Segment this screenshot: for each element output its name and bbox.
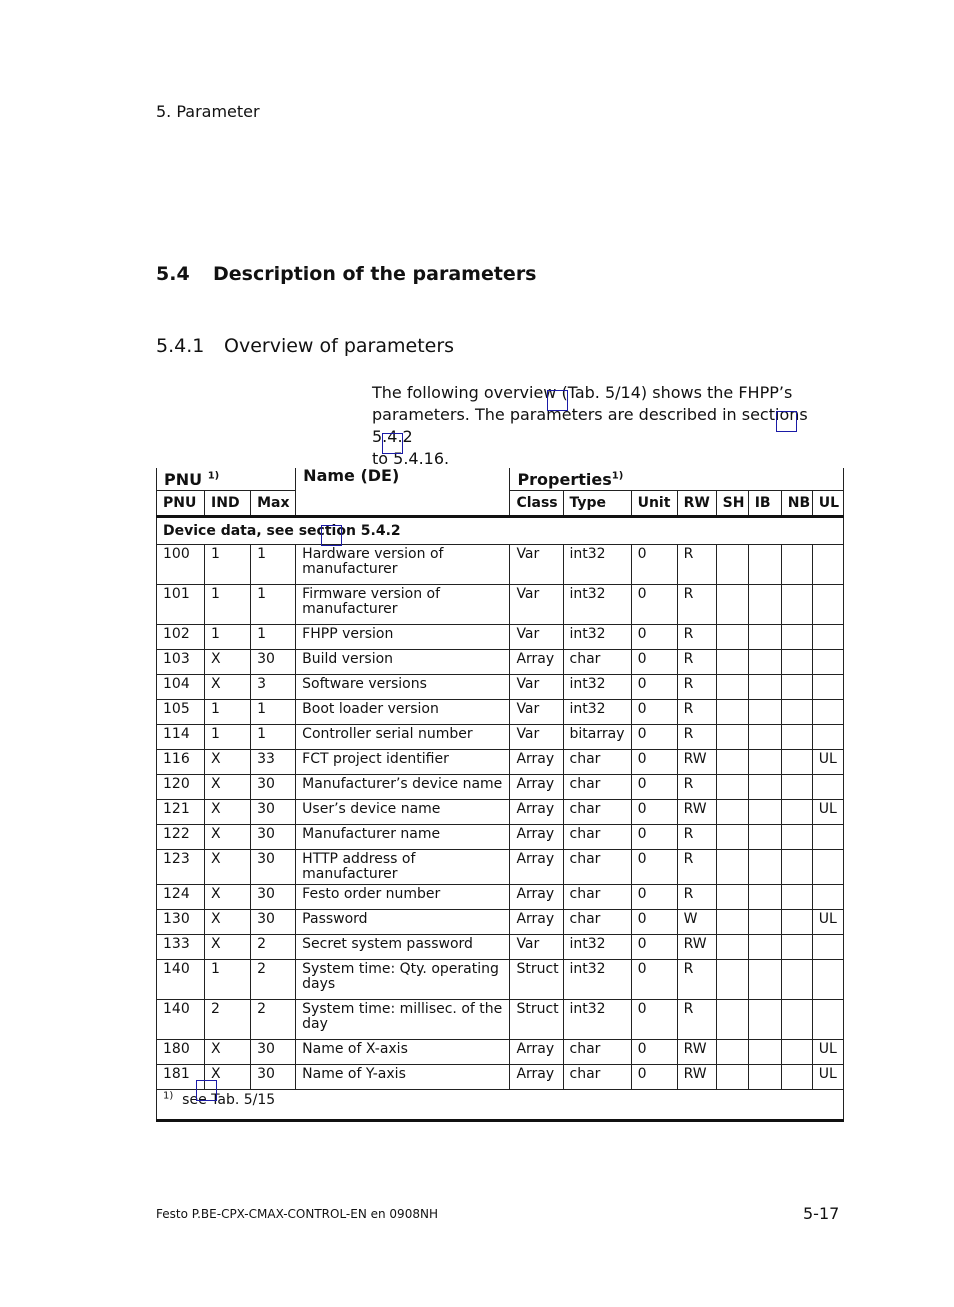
properties-group-header bbox=[510, 468, 844, 491]
cell-ul bbox=[812, 725, 843, 750]
cell-pnu: 180 bbox=[157, 1040, 205, 1065]
cell-rw: R bbox=[677, 1000, 716, 1040]
cell-name: Password bbox=[296, 910, 510, 935]
column-header: Unit bbox=[631, 491, 677, 517]
cell-type: int32 bbox=[563, 675, 631, 700]
cell-max: 30 bbox=[251, 910, 296, 935]
table-row bbox=[157, 825, 844, 850]
cell-type: char bbox=[563, 775, 631, 800]
cell-nb bbox=[781, 700, 812, 725]
cell-unit: 0 bbox=[631, 585, 677, 625]
cell-ind: 1 bbox=[205, 700, 251, 725]
cell-rw: R bbox=[677, 700, 716, 725]
subsection-number: 5.4.1 bbox=[156, 335, 205, 357]
cell-nb bbox=[781, 1040, 812, 1065]
cell-name: Controller serial number bbox=[296, 725, 510, 750]
cell-nb bbox=[781, 935, 812, 960]
table-row bbox=[157, 960, 844, 1000]
column-header: PNU bbox=[157, 491, 205, 517]
cell-pnu: 130 bbox=[157, 910, 205, 935]
cell-ind: X bbox=[205, 850, 251, 885]
cell-unit: 0 bbox=[631, 850, 677, 885]
cell-class: Array bbox=[510, 800, 563, 825]
cell-ib bbox=[748, 1065, 781, 1090]
cell-rw: R bbox=[677, 545, 716, 585]
cell-ul: UL bbox=[812, 800, 843, 825]
cell-max: 30 bbox=[251, 775, 296, 800]
cell-class: Array bbox=[510, 850, 563, 885]
cell-nb bbox=[781, 725, 812, 750]
cell-unit: 0 bbox=[631, 625, 677, 650]
cell-sh bbox=[716, 1065, 748, 1090]
cell-ind: 1 bbox=[205, 960, 251, 1000]
cell-ul bbox=[812, 885, 843, 910]
cell-type: char bbox=[563, 825, 631, 850]
cell-nb bbox=[781, 825, 812, 850]
cell-sh bbox=[716, 1000, 748, 1040]
cell-ul bbox=[812, 960, 843, 1000]
cell-ib bbox=[748, 725, 781, 750]
cell-ind: 1 bbox=[205, 625, 251, 650]
column-header: RW bbox=[677, 491, 716, 517]
cell-class: Var bbox=[510, 675, 563, 700]
cell-class: Array bbox=[510, 825, 563, 850]
cell-nb bbox=[781, 850, 812, 885]
cell-pnu: 120 bbox=[157, 775, 205, 800]
cell-type: bitarray bbox=[563, 725, 631, 750]
cell-unit: 0 bbox=[631, 960, 677, 1000]
cell-ib bbox=[748, 650, 781, 675]
table-row bbox=[157, 750, 844, 775]
cell-pnu: 100 bbox=[157, 545, 205, 585]
cell-sh bbox=[716, 725, 748, 750]
cell-max: 1 bbox=[251, 585, 296, 625]
cell-type: int32 bbox=[563, 545, 631, 585]
cell-ind: 1 bbox=[205, 585, 251, 625]
cell-sh bbox=[716, 700, 748, 725]
cell-ind: X bbox=[205, 750, 251, 775]
cell-class: Struct bbox=[510, 1000, 563, 1040]
cell-ib bbox=[748, 775, 781, 800]
cell-type: int32 bbox=[563, 585, 631, 625]
table-row bbox=[157, 910, 844, 935]
section-number: 5.4 bbox=[156, 263, 190, 285]
cell-name: Name of Y-axis bbox=[296, 1065, 510, 1090]
cell-sh bbox=[716, 960, 748, 1000]
cell-ul bbox=[812, 625, 843, 650]
footnote-mark: 1) bbox=[207, 470, 220, 482]
cell-max: 30 bbox=[251, 885, 296, 910]
cell-pnu: 140 bbox=[157, 1000, 205, 1040]
footnote-mark: 1) bbox=[163, 1090, 174, 1102]
cell-max: 2 bbox=[251, 960, 296, 1000]
table-footnote-row bbox=[157, 1090, 844, 1121]
cell-max: 30 bbox=[251, 650, 296, 675]
cell-rw: W bbox=[677, 910, 716, 935]
cell-ib bbox=[748, 700, 781, 725]
cell-max: 2 bbox=[251, 935, 296, 960]
cell-ul: UL bbox=[812, 1065, 843, 1090]
section-reference-link[interactable] bbox=[776, 411, 797, 432]
pnu-group-label: PNU bbox=[164, 469, 203, 489]
footnote bbox=[157, 1090, 844, 1121]
cell-class: Array bbox=[510, 885, 563, 910]
table-section-row bbox=[157, 517, 844, 545]
cell-type: int32 bbox=[563, 700, 631, 725]
properties-group-label: Properties bbox=[517, 469, 612, 489]
cell-ib bbox=[748, 1040, 781, 1065]
cell-name: Manufacturer’s device name bbox=[296, 775, 510, 800]
cell-pnu: 123 bbox=[157, 850, 205, 885]
cell-type: int32 bbox=[563, 1000, 631, 1040]
cell-ul bbox=[812, 775, 843, 800]
cell-class: Var bbox=[510, 545, 563, 585]
intro-line: The following overview (Tab. 5/14) shows the FHPP’s bbox=[372, 383, 793, 402]
cell-name: Firmware version of manufacturer bbox=[296, 585, 510, 625]
cell-pnu: 114 bbox=[157, 725, 205, 750]
intro-paragraph bbox=[372, 382, 842, 470]
cell-unit: 0 bbox=[631, 700, 677, 725]
cell-pnu: 105 bbox=[157, 700, 205, 725]
cell-type: char bbox=[563, 1065, 631, 1090]
cell-max: 30 bbox=[251, 800, 296, 825]
cell-type: char bbox=[563, 885, 631, 910]
cell-ib bbox=[748, 800, 781, 825]
cell-unit: 0 bbox=[631, 725, 677, 750]
cell-ib bbox=[748, 625, 781, 650]
cell-sh bbox=[716, 650, 748, 675]
cell-pnu: 101 bbox=[157, 585, 205, 625]
cell-sh bbox=[716, 885, 748, 910]
cell-sh bbox=[716, 800, 748, 825]
cell-name: Build version bbox=[296, 650, 510, 675]
cell-ul: UL bbox=[812, 910, 843, 935]
cell-class: Var bbox=[510, 585, 563, 625]
cell-rw: RW bbox=[677, 1040, 716, 1065]
cell-ib bbox=[748, 935, 781, 960]
section-reference-link[interactable] bbox=[321, 525, 342, 546]
cell-ul bbox=[812, 700, 843, 725]
cell-sh bbox=[716, 585, 748, 625]
section-label: Device data, see section 5.4.2 bbox=[157, 517, 844, 545]
cell-rw: R bbox=[677, 650, 716, 675]
cell-unit: 0 bbox=[631, 1000, 677, 1040]
cell-name: Name of X-axis bbox=[296, 1040, 510, 1065]
cell-max: 30 bbox=[251, 825, 296, 850]
cell-sh bbox=[716, 825, 748, 850]
column-header: Max bbox=[251, 491, 296, 517]
pnu-group-header bbox=[157, 468, 296, 491]
column-header: SH bbox=[716, 491, 748, 517]
cell-name: FHPP version bbox=[296, 625, 510, 650]
subsection-title: Overview of parameters bbox=[224, 335, 455, 357]
cell-nb bbox=[781, 625, 812, 650]
cell-class: Array bbox=[510, 1065, 563, 1090]
cell-max: 1 bbox=[251, 625, 296, 650]
name-header-label: Name (DE) bbox=[303, 466, 400, 485]
table-row bbox=[157, 850, 844, 885]
cell-name: System time: millisec. of the day bbox=[296, 1000, 510, 1040]
cell-pnu: 103 bbox=[157, 650, 205, 675]
table-row bbox=[157, 1000, 844, 1040]
cell-sh bbox=[716, 750, 748, 775]
cell-ib bbox=[748, 1000, 781, 1040]
document-id: Festo P.BE-CPX-CMAX-CONTROL-EN en 0908NH bbox=[156, 1207, 438, 1221]
cell-ib bbox=[748, 750, 781, 775]
cell-unit: 0 bbox=[631, 910, 677, 935]
cell-ind: 1 bbox=[205, 725, 251, 750]
cell-nb bbox=[781, 800, 812, 825]
cell-ind: X bbox=[205, 775, 251, 800]
cell-ib bbox=[748, 585, 781, 625]
cell-ind: X bbox=[205, 650, 251, 675]
cell-type: int32 bbox=[563, 625, 631, 650]
tab-reference-link[interactable] bbox=[547, 390, 568, 411]
cell-pnu: 140 bbox=[157, 960, 205, 1000]
cell-type: char bbox=[563, 850, 631, 885]
cell-nb bbox=[781, 675, 812, 700]
column-header: IB bbox=[748, 491, 781, 517]
cell-type: char bbox=[563, 750, 631, 775]
tab-reference-link[interactable] bbox=[196, 1080, 217, 1101]
cell-ul bbox=[812, 825, 843, 850]
cell-name: System time: Qty. operating days bbox=[296, 960, 510, 1000]
section-title: Description of the parameters bbox=[213, 263, 537, 285]
cell-pnu: 104 bbox=[157, 675, 205, 700]
cell-name: Manufacturer name bbox=[296, 825, 510, 850]
cell-class: Struct bbox=[510, 960, 563, 1000]
cell-name: FCT project identifier bbox=[296, 750, 510, 775]
cell-class: Array bbox=[510, 1040, 563, 1065]
cell-nb bbox=[781, 545, 812, 585]
cell-unit: 0 bbox=[631, 885, 677, 910]
cell-name: HTTP address of manufacturer bbox=[296, 850, 510, 885]
cell-max: 30 bbox=[251, 1040, 296, 1065]
cell-rw: R bbox=[677, 885, 716, 910]
cell-pnu: 116 bbox=[157, 750, 205, 775]
cell-unit: 0 bbox=[631, 675, 677, 700]
cell-class: Array bbox=[510, 775, 563, 800]
cell-class: Array bbox=[510, 910, 563, 935]
cell-sh bbox=[716, 545, 748, 585]
cell-pnu: 124 bbox=[157, 885, 205, 910]
cell-ind: X bbox=[205, 910, 251, 935]
cell-class: Var bbox=[510, 725, 563, 750]
table-row bbox=[157, 625, 844, 650]
column-header: UL bbox=[812, 491, 843, 517]
cell-type: char bbox=[563, 1040, 631, 1065]
cell-ul bbox=[812, 1000, 843, 1040]
cell-pnu: 102 bbox=[157, 625, 205, 650]
cell-unit: 0 bbox=[631, 775, 677, 800]
column-header: Class bbox=[510, 491, 563, 517]
name-column-header bbox=[296, 468, 510, 517]
cell-rw: R bbox=[677, 625, 716, 650]
cell-ind: X bbox=[205, 1065, 251, 1090]
page-number: 5-17 bbox=[803, 1204, 840, 1223]
cell-class: Array bbox=[510, 650, 563, 675]
cell-sh bbox=[716, 775, 748, 800]
cell-nb bbox=[781, 910, 812, 935]
cell-ind: X bbox=[205, 935, 251, 960]
table-row bbox=[157, 545, 844, 585]
intro-line: parameters. The parameters are described in sections 5.4.2 bbox=[372, 405, 808, 446]
parameter-table bbox=[156, 468, 844, 1122]
table-row bbox=[157, 935, 844, 960]
table-row bbox=[157, 675, 844, 700]
cell-class: Var bbox=[510, 700, 563, 725]
cell-pnu: 122 bbox=[157, 825, 205, 850]
table-row bbox=[157, 650, 844, 675]
cell-unit: 0 bbox=[631, 800, 677, 825]
cell-rw: RW bbox=[677, 750, 716, 775]
cell-ind: X bbox=[205, 675, 251, 700]
column-header: IND bbox=[205, 491, 251, 517]
cell-nb bbox=[781, 775, 812, 800]
column-header: Type bbox=[563, 491, 631, 517]
cell-unit: 0 bbox=[631, 1040, 677, 1065]
cell-unit: 0 bbox=[631, 545, 677, 585]
cell-sh bbox=[716, 1040, 748, 1065]
cell-max: 30 bbox=[251, 850, 296, 885]
table-row bbox=[157, 700, 844, 725]
cell-ib bbox=[748, 545, 781, 585]
table-row bbox=[157, 725, 844, 750]
cell-type: char bbox=[563, 910, 631, 935]
cell-rw: R bbox=[677, 850, 716, 885]
cell-sh bbox=[716, 850, 748, 885]
cell-type: int32 bbox=[563, 960, 631, 1000]
cell-rw: R bbox=[677, 960, 716, 1000]
cell-max: 1 bbox=[251, 545, 296, 585]
cell-rw: RW bbox=[677, 1065, 716, 1090]
cell-max: 2 bbox=[251, 1000, 296, 1040]
cell-sh bbox=[716, 935, 748, 960]
chapter-header: 5. Parameter bbox=[156, 102, 260, 121]
cell-name: User’s device name bbox=[296, 800, 510, 825]
table-row bbox=[157, 1065, 844, 1090]
table-row bbox=[157, 885, 844, 910]
cell-pnu: 133 bbox=[157, 935, 205, 960]
cell-max: 1 bbox=[251, 725, 296, 750]
cell-rw: R bbox=[677, 825, 716, 850]
cell-ul: UL bbox=[812, 750, 843, 775]
cell-ul bbox=[812, 850, 843, 885]
table-row bbox=[157, 775, 844, 800]
section-reference-link[interactable] bbox=[382, 433, 403, 454]
cell-max: 3 bbox=[251, 675, 296, 700]
cell-ib bbox=[748, 910, 781, 935]
cell-ib bbox=[748, 885, 781, 910]
cell-nb bbox=[781, 650, 812, 675]
cell-class: Array bbox=[510, 750, 563, 775]
cell-pnu: 181 bbox=[157, 1065, 205, 1090]
table-group-header bbox=[157, 468, 844, 491]
cell-max: 33 bbox=[251, 750, 296, 775]
cell-sh bbox=[716, 625, 748, 650]
cell-ul bbox=[812, 650, 843, 675]
cell-rw: RW bbox=[677, 935, 716, 960]
column-header: NB bbox=[781, 491, 812, 517]
footnote-mark: 1) bbox=[611, 470, 624, 482]
cell-ul bbox=[812, 585, 843, 625]
cell-rw: R bbox=[677, 725, 716, 750]
cell-ib bbox=[748, 825, 781, 850]
cell-name: Software versions bbox=[296, 675, 510, 700]
cell-ul bbox=[812, 935, 843, 960]
cell-unit: 0 bbox=[631, 825, 677, 850]
table-row bbox=[157, 800, 844, 825]
cell-name: Secret system password bbox=[296, 935, 510, 960]
cell-rw: R bbox=[677, 775, 716, 800]
cell-type: char bbox=[563, 800, 631, 825]
cell-class: Var bbox=[510, 625, 563, 650]
cell-ib bbox=[748, 850, 781, 885]
cell-unit: 0 bbox=[631, 750, 677, 775]
cell-class: Var bbox=[510, 935, 563, 960]
cell-ul bbox=[812, 545, 843, 585]
cell-ib bbox=[748, 675, 781, 700]
cell-sh bbox=[716, 675, 748, 700]
cell-max: 30 bbox=[251, 1065, 296, 1090]
cell-nb bbox=[781, 960, 812, 1000]
cell-nb bbox=[781, 885, 812, 910]
cell-unit: 0 bbox=[631, 935, 677, 960]
intro-line: to 5.4.16. bbox=[372, 449, 450, 468]
cell-type: int32 bbox=[563, 935, 631, 960]
cell-rw: R bbox=[677, 585, 716, 625]
table-row bbox=[157, 585, 844, 625]
cell-nb bbox=[781, 585, 812, 625]
cell-ib bbox=[748, 960, 781, 1000]
table-row bbox=[157, 1040, 844, 1065]
cell-sh bbox=[716, 910, 748, 935]
cell-ind: X bbox=[205, 1040, 251, 1065]
cell-ind: 1 bbox=[205, 545, 251, 585]
cell-rw: RW bbox=[677, 800, 716, 825]
footnote-text: see Tab. 5/15 bbox=[182, 1092, 276, 1108]
cell-pnu: 121 bbox=[157, 800, 205, 825]
cell-ind: X bbox=[205, 800, 251, 825]
cell-max: 1 bbox=[251, 700, 296, 725]
cell-name: Boot loader version bbox=[296, 700, 510, 725]
cell-ind: X bbox=[205, 825, 251, 850]
cell-unit: 0 bbox=[631, 650, 677, 675]
cell-ind: X bbox=[205, 885, 251, 910]
cell-nb bbox=[781, 1000, 812, 1040]
cell-type: char bbox=[563, 650, 631, 675]
cell-rw: R bbox=[677, 675, 716, 700]
cell-unit: 0 bbox=[631, 1065, 677, 1090]
cell-name: Hardware version of manufacturer bbox=[296, 545, 510, 585]
cell-ul: UL bbox=[812, 1040, 843, 1065]
cell-ind: 2 bbox=[205, 1000, 251, 1040]
cell-ul bbox=[812, 675, 843, 700]
cell-nb bbox=[781, 750, 812, 775]
cell-nb bbox=[781, 1065, 812, 1090]
cell-name: Festo order number bbox=[296, 885, 510, 910]
